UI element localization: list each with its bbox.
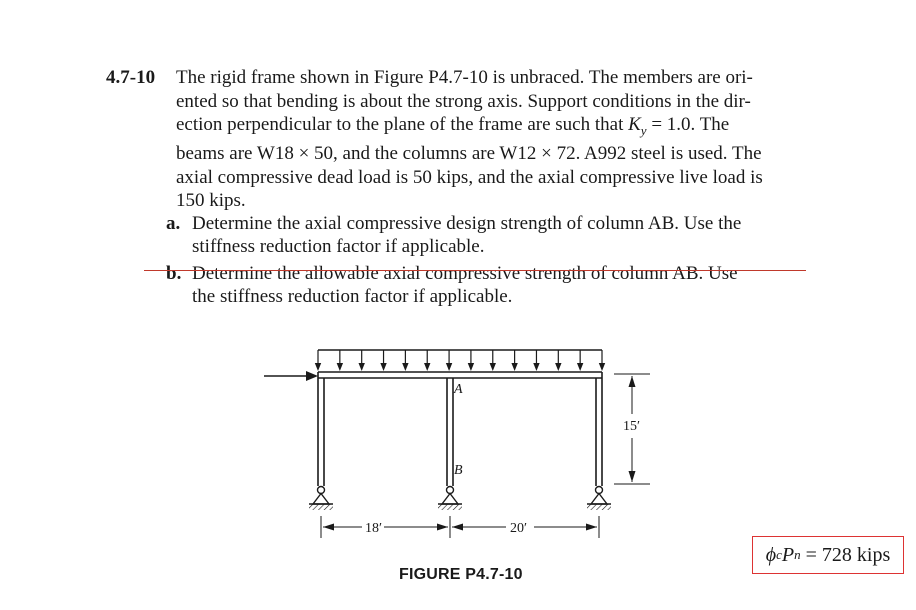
part-a-line: Determine the axial compressive design strength of column AB. Use the [192, 213, 742, 234]
problem-line-text: = 1.0. The [651, 114, 730, 135]
problem-line: axial compressive dead load is 50 kips, and the axial compressive live load is [176, 166, 763, 188]
k-symbol: K [628, 114, 641, 135]
strikethrough-mark [144, 270, 806, 271]
load-arrow-head [468, 363, 474, 371]
load-arrow-head [599, 363, 605, 371]
load-arrow-head [337, 363, 343, 371]
part-a [166, 212, 806, 258]
problem-line-text: ection perpendicular to the plane of the frame are such that [176, 114, 624, 135]
part-a-label: a. [166, 213, 181, 234]
dimension-left-label: 18′ [365, 521, 383, 536]
span-dimensions [321, 516, 599, 538]
part-b [166, 262, 806, 308]
equals-sign: = [805, 543, 817, 566]
problem-number: 4.7-10 [106, 67, 156, 88]
problem-line: 150 kips. [176, 190, 246, 212]
problem-line [176, 113, 804, 142]
load-arrow-head [380, 363, 386, 371]
load-arrow-head [511, 363, 517, 371]
part-a-line: stiffness reduction factor if applicable. [192, 236, 485, 257]
dimension-right-label: 20′ [510, 521, 528, 536]
p-symbol: P [781, 543, 795, 566]
load-arrow-head [555, 363, 561, 371]
k-subscript: y [640, 122, 647, 138]
phi-subscript: c [776, 547, 782, 562]
part-b-line: the stiffness reduction factor if applicable. [192, 286, 513, 307]
column-ab [447, 378, 453, 486]
beam [318, 372, 602, 378]
right-column [596, 372, 602, 486]
frame-figure [258, 340, 658, 562]
load-arrow-head [424, 363, 430, 371]
label-b: B [454, 463, 463, 478]
problem-line: ented so that bending is about the strong axis. Support conditions in the dir- [176, 90, 751, 112]
pin-support-left [309, 487, 333, 511]
pin-support-b [438, 487, 462, 511]
label-a: A [454, 382, 463, 397]
load-arrow-head [446, 363, 452, 371]
load-arrow-head [402, 363, 408, 371]
load-arrow-head [577, 363, 583, 371]
problem-line: beams are W18 × 50, and the columns are W12 × 72. A992 steel is used. The [176, 143, 762, 165]
figure-caption: FIGURE P4.7-10 [399, 566, 523, 583]
problem-statement [176, 66, 804, 213]
left-column [318, 372, 324, 486]
dimension-height-label: 15′ [623, 419, 641, 434]
phi-symbol: ϕ [765, 543, 777, 566]
problem-line: The rigid frame shown in Figure P4.7-10 is unbraced. The members are ori- [176, 67, 753, 88]
part-b-line: Determine the allowable axial compressive strength of column AB. Use [192, 263, 738, 284]
answer-value: 728 kips [821, 543, 891, 566]
load-arrow-head [358, 363, 364, 371]
answer-box [752, 536, 904, 574]
part-b-label: b. [166, 263, 182, 284]
load-arrow-head [315, 363, 321, 371]
load-arrow-head [533, 363, 539, 371]
distributed-load [315, 350, 605, 371]
lateral-load-arrow [264, 371, 318, 381]
load-arrow-head [490, 363, 496, 371]
p-subscript: n [794, 547, 801, 562]
pin-support-right [587, 487, 611, 511]
